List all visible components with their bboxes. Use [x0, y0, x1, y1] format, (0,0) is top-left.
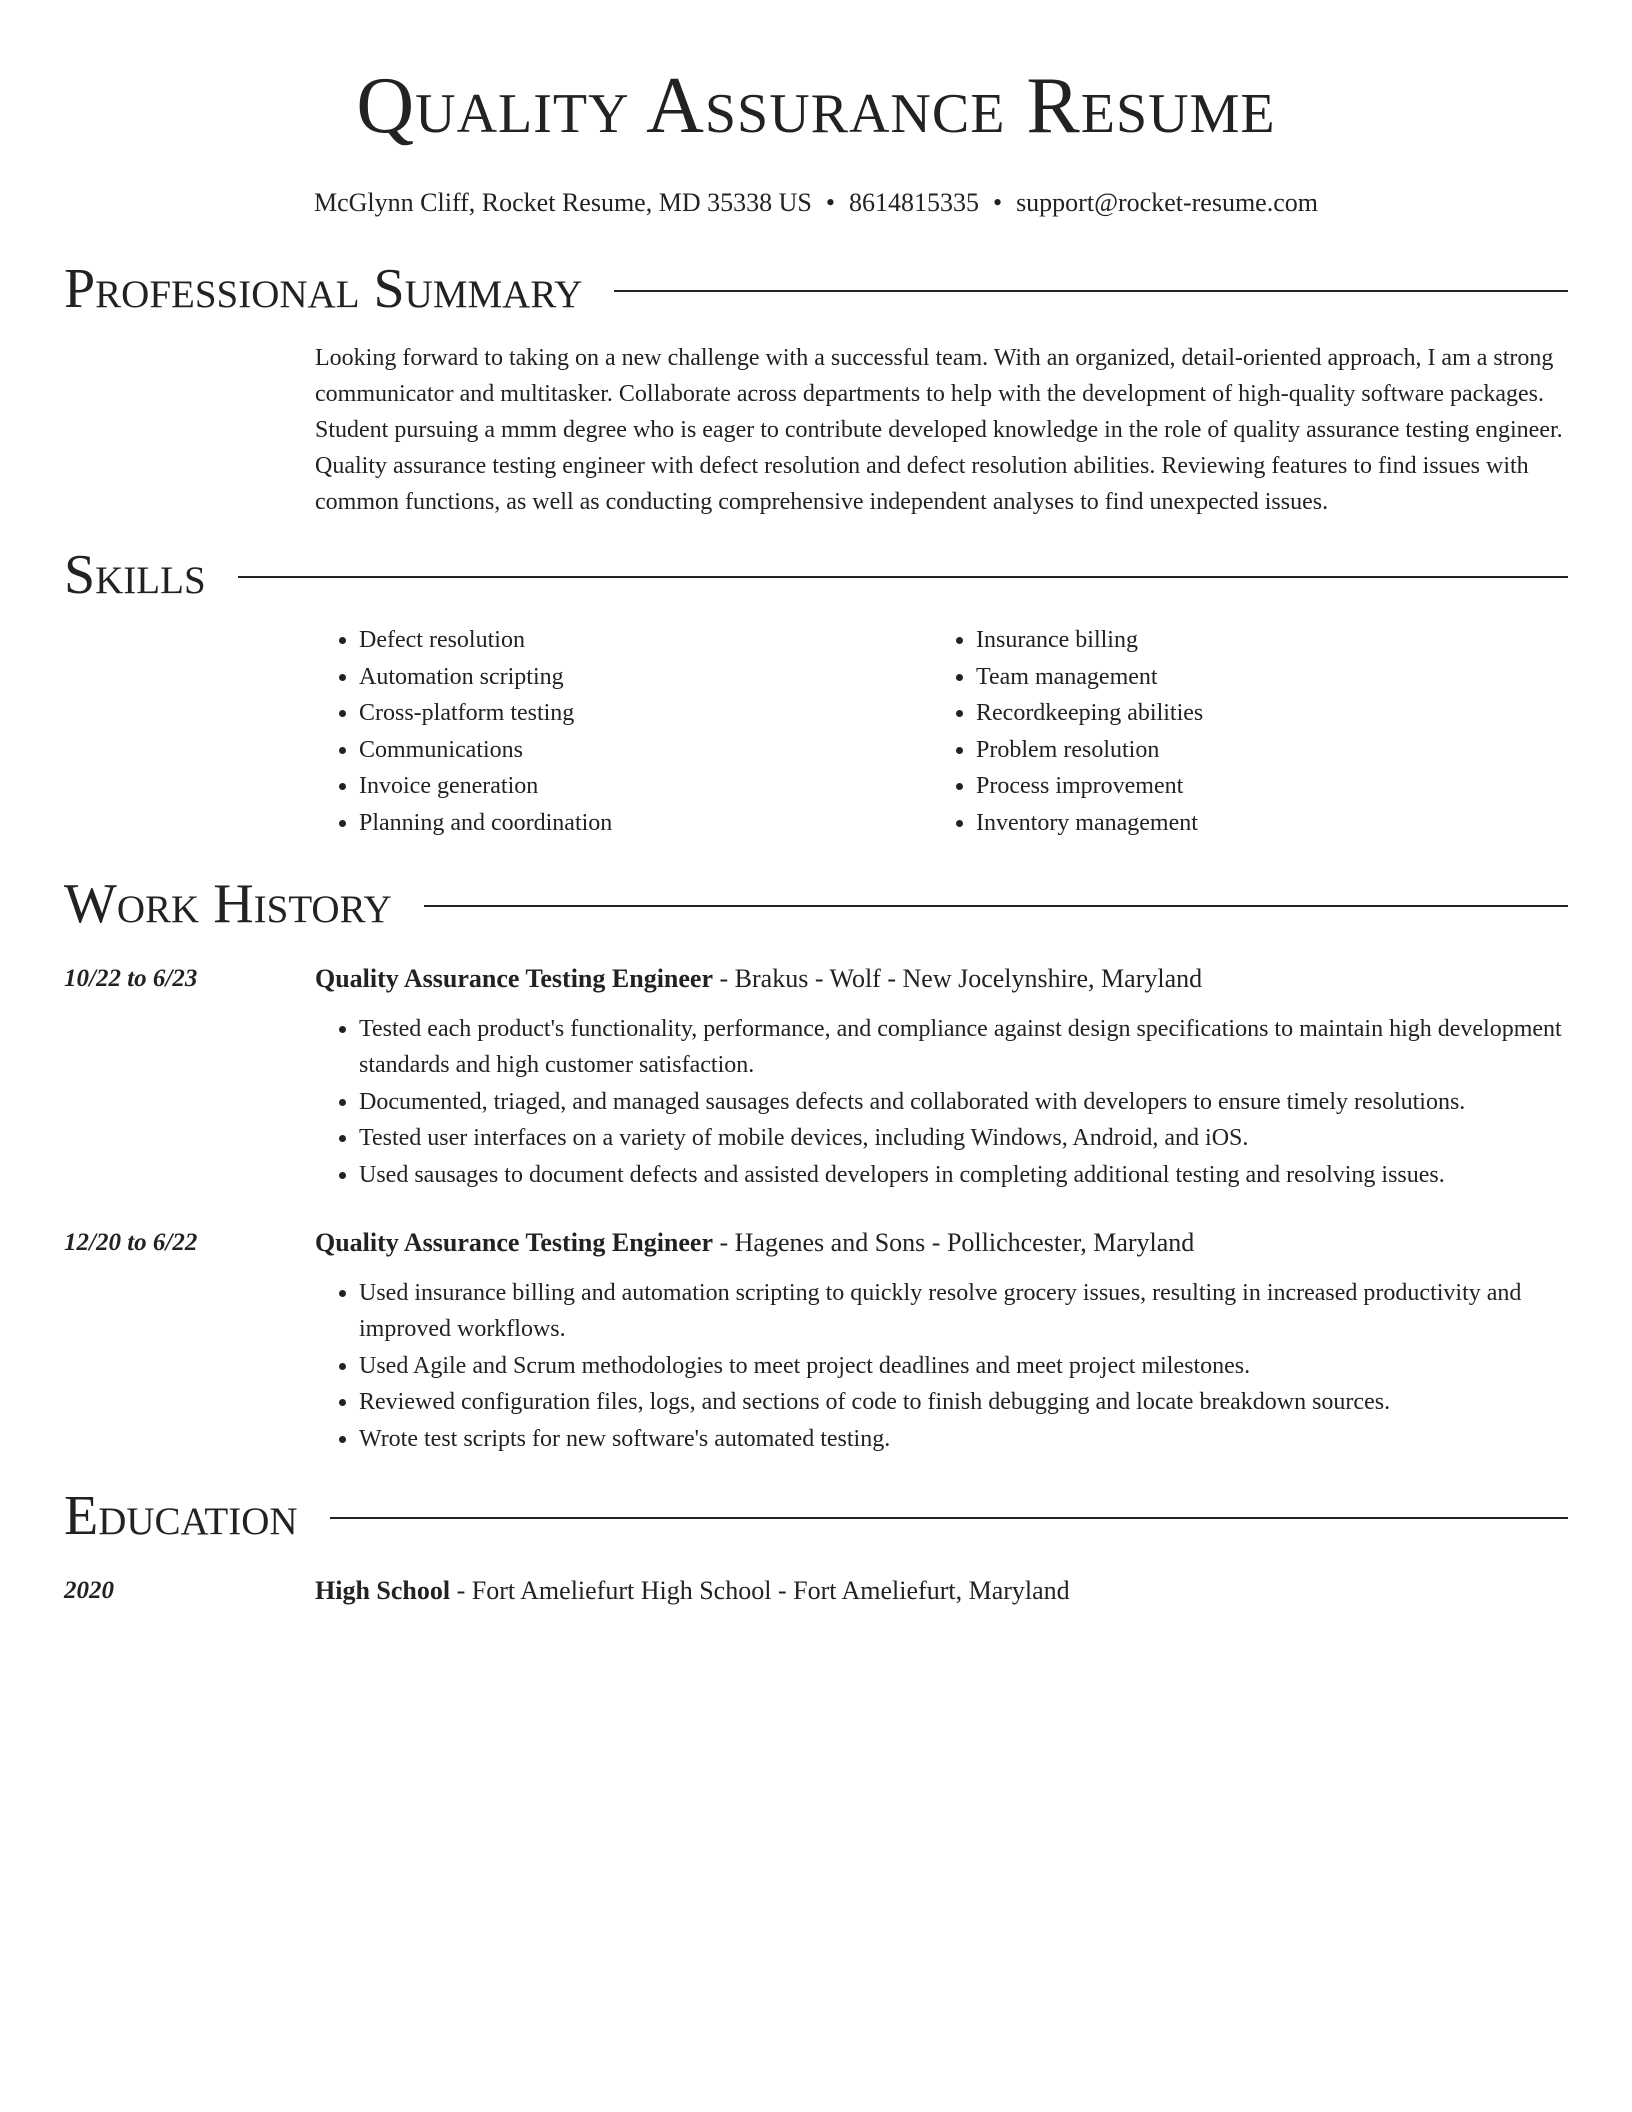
job-employer: - Hagenes and Sons - Pollichcester, Maryland	[713, 1228, 1195, 1257]
section-divider	[424, 905, 1568, 907]
job-bullet: • Tested each product's functionality, performance, and compliance against design specifications to maintain high development standards and high customer satisfaction.	[359, 1011, 1568, 1083]
skill-item: • Cross-platform testing	[359, 695, 932, 732]
education-details	[315, 1573, 1568, 1609]
skills-title: Skills	[64, 544, 206, 606]
education-title: Education	[64, 1485, 298, 1547]
skills-section	[64, 542, 1568, 841]
job-details	[315, 1225, 1568, 1457]
job-date: 10/22 to 6/23	[64, 965, 198, 992]
job-details	[315, 961, 1568, 1193]
job-bullet: • Used Agile and Scrum methodologies to meet project deadlines and meet project milestones.	[359, 1348, 1568, 1384]
skill-item: • Automation scripting	[359, 659, 932, 696]
job-bullet-list	[315, 1275, 1568, 1457]
education-entry	[64, 1573, 1568, 1609]
contact-phone: 8614815335	[848, 188, 979, 217]
job-bullet: • Tested user interfaces on a variety of mobile devices, including Windows, Android, and iOS.	[359, 1120, 1568, 1156]
job-bullet: • Wrote test scripts for new software's automated testing.	[359, 1421, 1568, 1457]
summary-title: Professional Summary	[64, 258, 583, 320]
job-entry	[64, 1225, 1568, 1457]
education-header	[64, 1483, 1568, 1549]
skill-item: • Planning and coordination	[359, 805, 932, 842]
job-role: Quality Assurance Testing Engineer	[315, 1228, 713, 1257]
skill-item: • Recordkeeping abilities	[976, 695, 1549, 732]
contact-line	[64, 186, 1568, 220]
contact-separator: •	[825, 188, 835, 217]
work-section	[64, 871, 1568, 1457]
skill-item: • Team management	[976, 659, 1549, 696]
job-bullet: • Documented, triaged, and managed sausages defects and collaborated with developers to ensure timely resolutions.	[359, 1084, 1568, 1120]
summary-text: Looking forward to taking on a new challenge with a successful team. With an organized, detail-oriented approach, I am a strong communicator and multitasker. Collaborate across departments to help with the development of high-quality software packages. Student pursuing a mmm degree who is eager to contribute developed knowledge in the role of quality assurance testing engineer. Quality assurance testing engineer with defect resolution and defect resolution abilities. Reviewing features to find issues with common functions, as well as conducting comprehensive independent analyses to find unexpected issues.	[315, 345, 1563, 515]
education-date: 2020	[64, 1577, 114, 1604]
section-divider	[238, 576, 1568, 578]
job-bullet: • Reviewed configuration files, logs, and sections of code to finish debugging and locate breakdown sources.	[359, 1384, 1568, 1420]
summary-section	[64, 256, 1568, 520]
education-school: - Fort Ameliefurt High School - Fort Ameliefurt, Maryland	[450, 1576, 1070, 1605]
skill-item: • Inventory management	[976, 805, 1549, 842]
job-role: Quality Assurance Testing Engineer	[315, 964, 713, 993]
skill-item: • Insurance billing	[976, 622, 1549, 659]
skill-item: • Communications	[359, 732, 932, 769]
job-employer: - Brakus - Wolf - New Jocelynshire, Maryland	[713, 964, 1203, 993]
skills-list	[315, 622, 1568, 841]
work-title: Work History	[64, 873, 392, 935]
job-heading	[315, 1225, 1568, 1261]
skills-column-left	[315, 622, 932, 841]
job-bullet-list	[315, 1011, 1568, 1193]
job-bullet: • Used sausages to document defects and assisted developers in completing additional testing and resolving issues.	[359, 1157, 1568, 1193]
job-date: 12/20 to 6/22	[64, 1229, 198, 1256]
job-bullet: • Used insurance billing and automation scripting to quickly resolve grocery issues, resulting in increased productivity and improved workflows.	[359, 1275, 1568, 1347]
summary-header	[64, 256, 1568, 322]
section-divider	[330, 1517, 1568, 1519]
skill-item: • Problem resolution	[976, 732, 1549, 769]
contact-address: McGlynn Cliff, Rocket Resume, MD 35338 US	[314, 188, 812, 217]
job-entry	[64, 961, 1568, 1193]
skills-header	[64, 542, 1568, 608]
education-degree: High School	[315, 1576, 451, 1605]
contact-email: support@rocket-resume.com	[1016, 188, 1318, 217]
education-heading	[315, 1573, 1568, 1609]
skill-item: • Invoice generation	[359, 768, 932, 805]
contact-separator: •	[992, 188, 1003, 217]
resume-title: Quality Assurance Resume	[356, 62, 1276, 150]
work-header	[64, 871, 1568, 937]
skill-item: • Defect resolution	[359, 622, 932, 659]
section-divider	[614, 290, 1568, 292]
skills-column-right	[932, 622, 1549, 841]
job-heading	[315, 961, 1568, 997]
skill-item: • Process improvement	[976, 768, 1549, 805]
education-section	[64, 1483, 1568, 1609]
